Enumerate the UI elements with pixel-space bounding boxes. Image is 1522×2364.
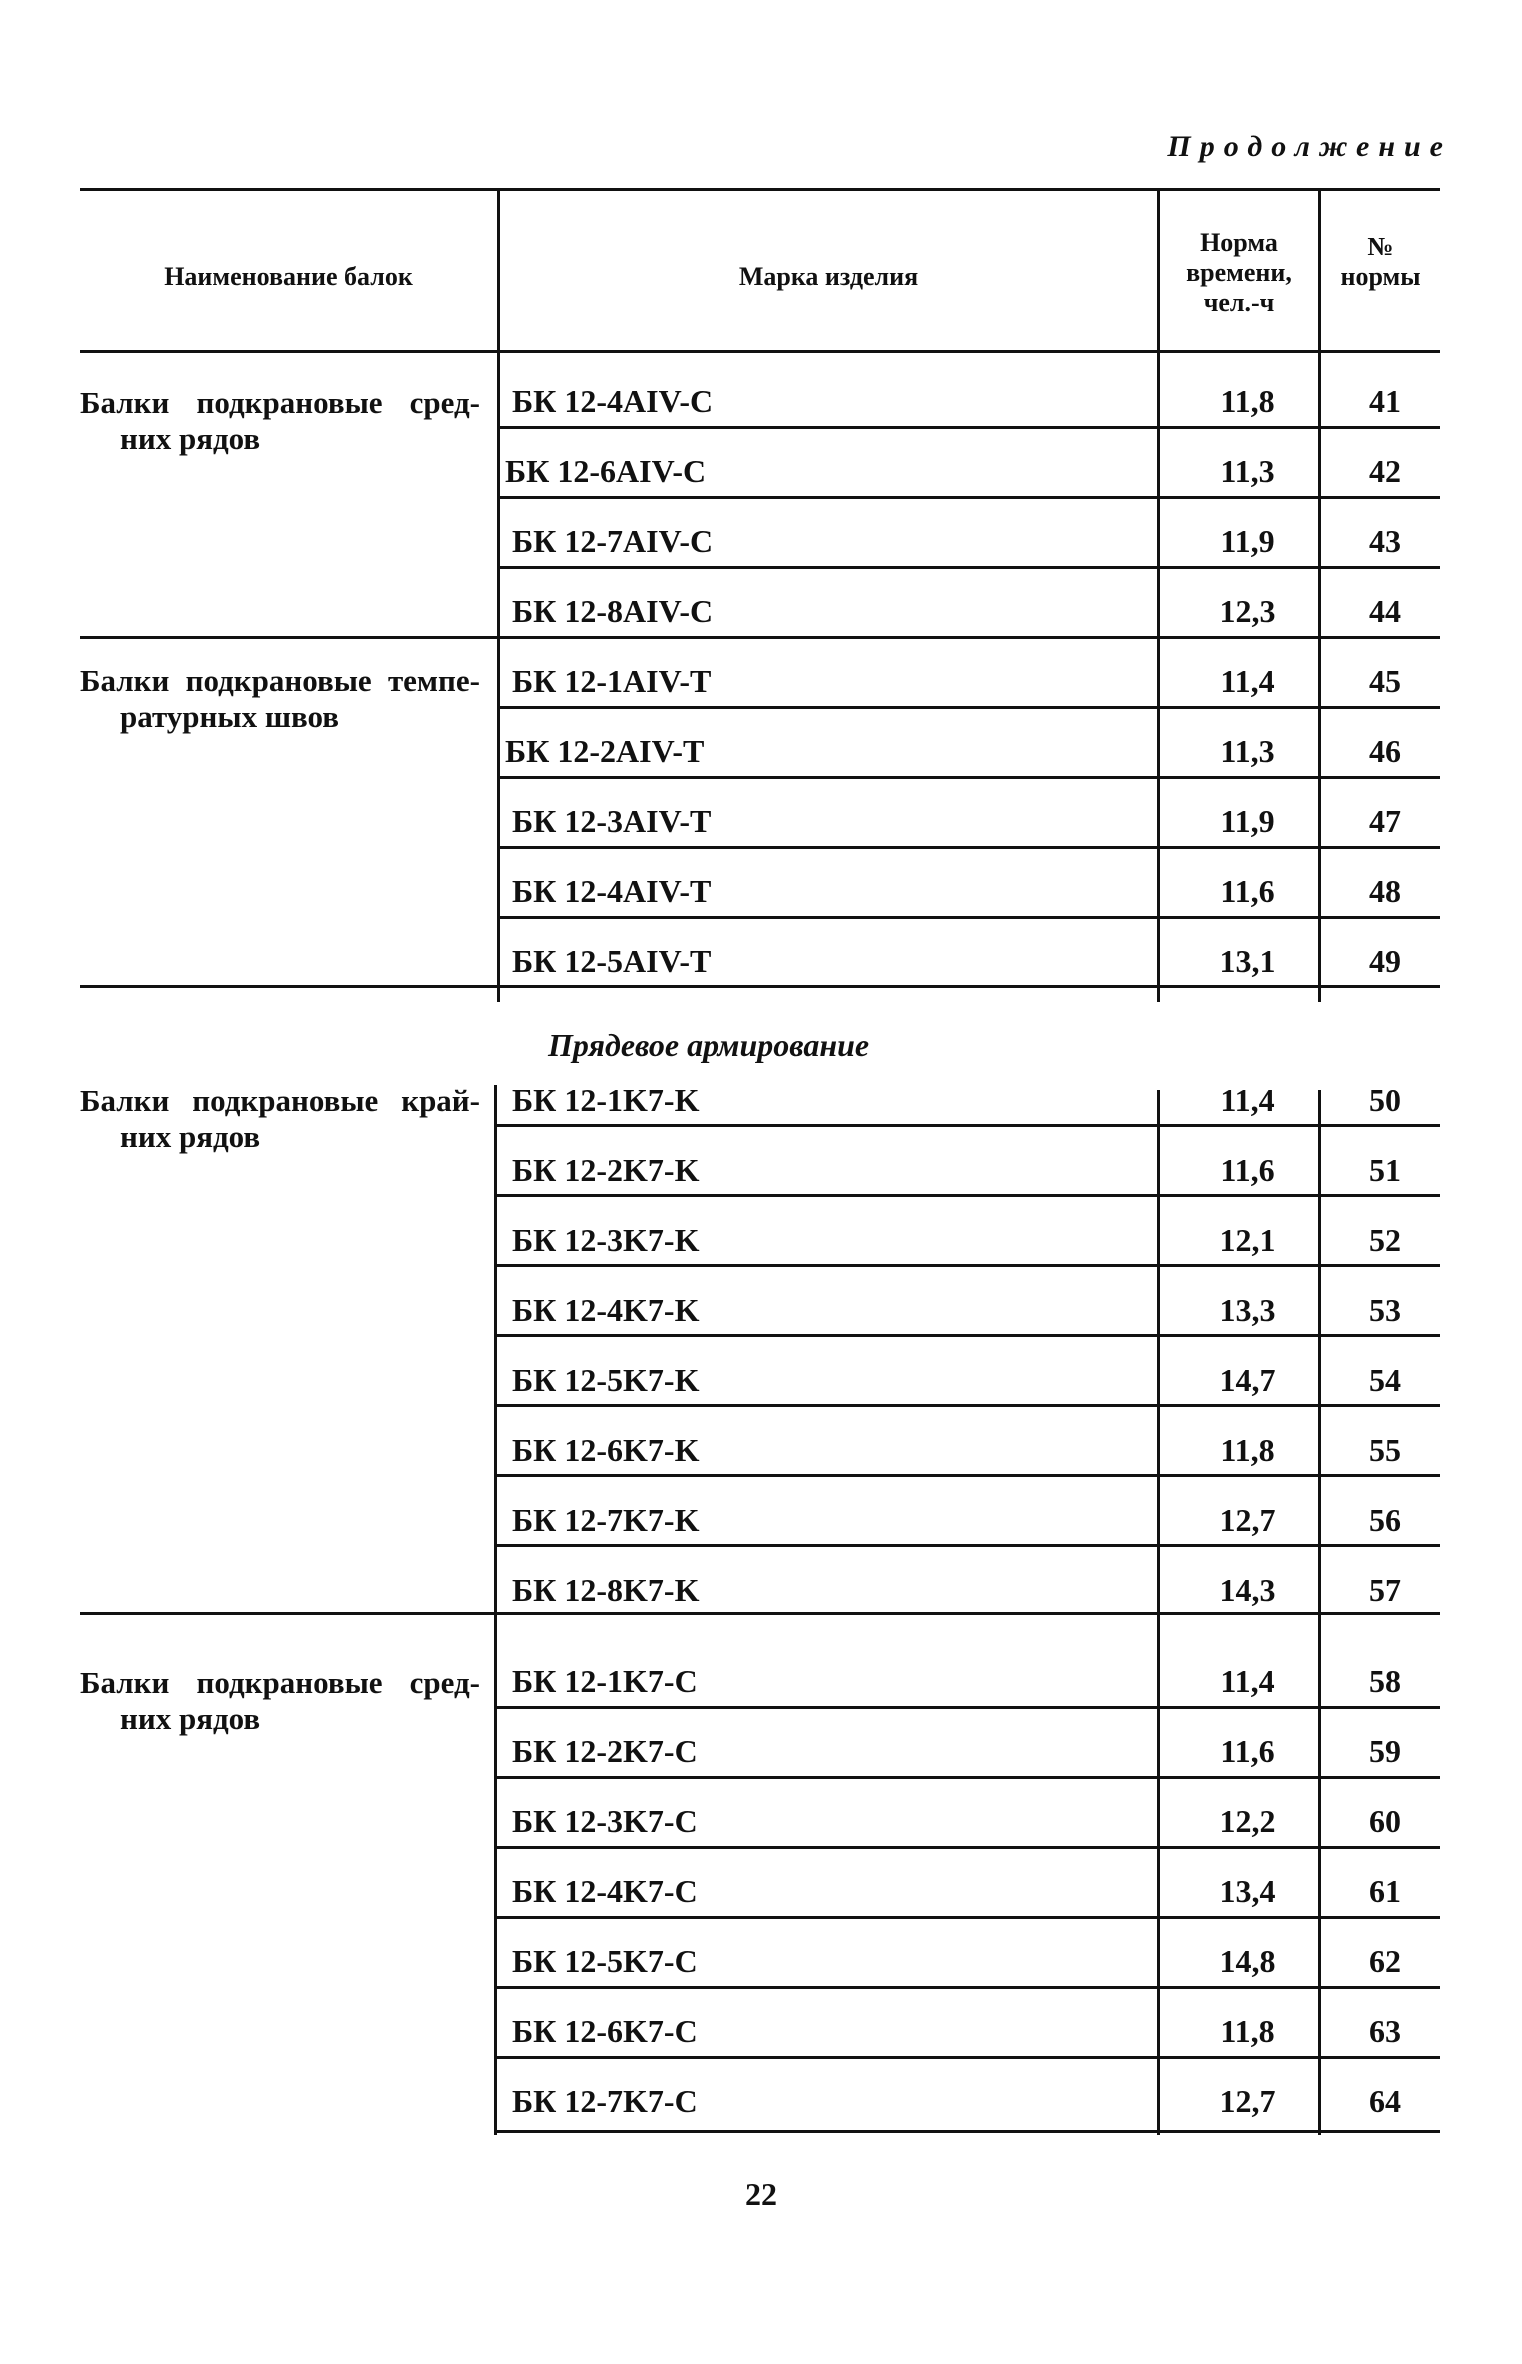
row-norm: 13,1 <box>1219 943 1276 979</box>
row-rule <box>494 1986 1440 1989</box>
group-label: Балки подкрановые сред- них рядов <box>80 385 480 456</box>
row-mark: БК 12-2K7-K <box>512 1152 700 1188</box>
row-num: 53 <box>1369 1292 1401 1328</box>
row-rule <box>497 846 1440 849</box>
row-num: 57 <box>1369 1572 1401 1608</box>
row-norm: 11,4 <box>1220 1663 1275 1699</box>
table-top-rule <box>80 188 1440 191</box>
row-norm: 14,8 <box>1219 1943 1276 1979</box>
row-num: 44 <box>1369 593 1401 629</box>
row-num: 48 <box>1369 873 1401 909</box>
row-num: 62 <box>1369 1943 1401 1979</box>
row-num: 54 <box>1369 1362 1401 1398</box>
row-mark: БК 12-6K7-K <box>512 1432 700 1468</box>
row-norm: 12,2 <box>1219 1803 1276 1839</box>
row-mark: БК 12-5K7-K <box>512 1362 700 1398</box>
row-num: 63 <box>1369 2013 1401 2049</box>
row-norm: 11,8 <box>1220 2013 1275 2049</box>
row-norm: 12,1 <box>1219 1222 1276 1258</box>
row-num: 52 <box>1369 1222 1401 1258</box>
row-rule <box>494 1916 1440 1919</box>
header-name: Наименование балок <box>164 262 413 291</box>
row-mark: БК 12-7AIV-C <box>512 523 714 559</box>
row-num: 51 <box>1369 1152 1401 1188</box>
page-number: 22 <box>745 2176 777 2212</box>
row-norm: 11,6 <box>1220 1152 1275 1188</box>
section-title: Прядевое армирование <box>548 1027 870 1063</box>
row-rule <box>494 1194 1440 1197</box>
row-rule <box>494 1846 1440 1849</box>
row-norm: 11,9 <box>1220 803 1275 839</box>
group-label: Балки подкрановые край- них рядов <box>80 1083 480 1154</box>
row-rule <box>497 496 1440 499</box>
row-rule <box>497 776 1440 779</box>
row-mark: БК 12-5K7-C <box>512 1943 698 1979</box>
continuation-label: Продолжение <box>1167 130 1452 163</box>
row-mark: БК 12-8K7-K <box>512 1572 700 1608</box>
row-norm: 13,4 <box>1219 1873 1276 1909</box>
row-mark: БК 12-2AIV-T <box>505 733 705 769</box>
row-norm: 11,6 <box>1220 873 1275 909</box>
row-rule <box>494 2056 1440 2059</box>
row-num: 56 <box>1369 1502 1401 1538</box>
row-num: 55 <box>1369 1432 1401 1468</box>
header-mark: Марка изделия <box>738 262 919 291</box>
row-norm: 12,7 <box>1219 2083 1276 2119</box>
header-bottom-rule <box>80 350 1440 353</box>
row-norm: 11,4 <box>1220 1082 1275 1118</box>
group-rule <box>80 1612 1440 1615</box>
row-rule <box>497 426 1440 429</box>
row-norm: 12,7 <box>1219 1502 1276 1538</box>
header-num: № нормы <box>1340 232 1421 291</box>
row-mark: БК 12-3AIV-T <box>512 803 712 839</box>
row-mark: БК 12-4K7-C <box>512 1873 698 1909</box>
row-norm: 11,4 <box>1220 663 1275 699</box>
row-rule <box>494 1124 1440 1127</box>
row-mark: БК 12-8AIV-C <box>512 593 714 629</box>
row-mark: БК 12-4AIV-T <box>512 873 712 909</box>
row-norm: 11,8 <box>1220 383 1275 419</box>
col-divider-name <box>497 188 500 1002</box>
row-rule <box>494 1544 1440 1547</box>
row-norm: 11,3 <box>1220 453 1275 489</box>
row-norm: 14,7 <box>1219 1362 1276 1398</box>
row-num: 64 <box>1369 2083 1401 2119</box>
row-num: 47 <box>1369 803 1401 839</box>
row-rule <box>497 636 1440 639</box>
col-divider-name <box>494 1085 497 2135</box>
row-norm: 13,3 <box>1219 1292 1276 1328</box>
row-rule <box>494 1776 1440 1779</box>
row-norm: 11,3 <box>1220 733 1275 769</box>
row-mark: БК 12-7K7-K <box>512 1502 700 1538</box>
row-mark: БК 12-2K7-C <box>512 1733 698 1769</box>
row-rule <box>494 1474 1440 1477</box>
row-num: 61 <box>1369 1873 1401 1909</box>
row-rule <box>494 1334 1440 1337</box>
row-mark: БК 12-6K7-C <box>512 2013 698 2049</box>
row-norm: 14,3 <box>1219 1572 1276 1608</box>
group-label: Балки подкрановые сред- них рядов <box>80 1665 480 1736</box>
row-mark: БК 12-4K7-K <box>512 1292 700 1328</box>
row-rule <box>494 1264 1440 1267</box>
row-mark: БК 12-1K7-C <box>512 1663 698 1699</box>
row-rule <box>494 1706 1440 1709</box>
row-num: 43 <box>1369 523 1401 559</box>
table-bottom-rule <box>494 2130 1440 2133</box>
row-mark: БК 12-1AIV-T <box>512 663 712 699</box>
row-mark: БК 12-1K7-K <box>512 1082 700 1118</box>
row-num: 50 <box>1369 1082 1401 1118</box>
row-num: 42 <box>1369 453 1401 489</box>
table-bottom-rule <box>80 985 1440 988</box>
row-rule <box>497 916 1440 919</box>
row-rule <box>494 1404 1440 1407</box>
row-mark: БК 12-3K7-C <box>512 1803 698 1839</box>
row-mark: БК 12-4AIV-C <box>512 383 714 419</box>
row-mark: БК 12-5AIV-T <box>512 943 712 979</box>
group-label: Балки подкрановые темпе- ратурных швов <box>80 663 480 734</box>
row-norm: 11,8 <box>1220 1432 1275 1468</box>
row-norm: 11,9 <box>1220 523 1275 559</box>
row-rule <box>497 706 1440 709</box>
row-num: 60 <box>1369 1803 1401 1839</box>
group-rule <box>80 636 500 639</box>
row-mark: БК 12-6AIV-C <box>505 453 707 489</box>
row-num: 45 <box>1369 663 1401 699</box>
row-norm: 12,3 <box>1219 593 1276 629</box>
row-num: 58 <box>1369 1663 1401 1699</box>
row-num: 46 <box>1369 733 1401 769</box>
row-num: 59 <box>1369 1733 1401 1769</box>
row-mark: БК 12-7K7-C <box>512 2083 698 2119</box>
row-mark: БК 12-3K7-K <box>512 1222 700 1258</box>
row-num: 41 <box>1369 383 1401 419</box>
row-norm: 11,6 <box>1220 1733 1275 1769</box>
row-rule <box>497 566 1440 569</box>
header-norm: Норма времени, чел.-ч <box>1186 228 1292 317</box>
row-num: 49 <box>1369 943 1401 979</box>
